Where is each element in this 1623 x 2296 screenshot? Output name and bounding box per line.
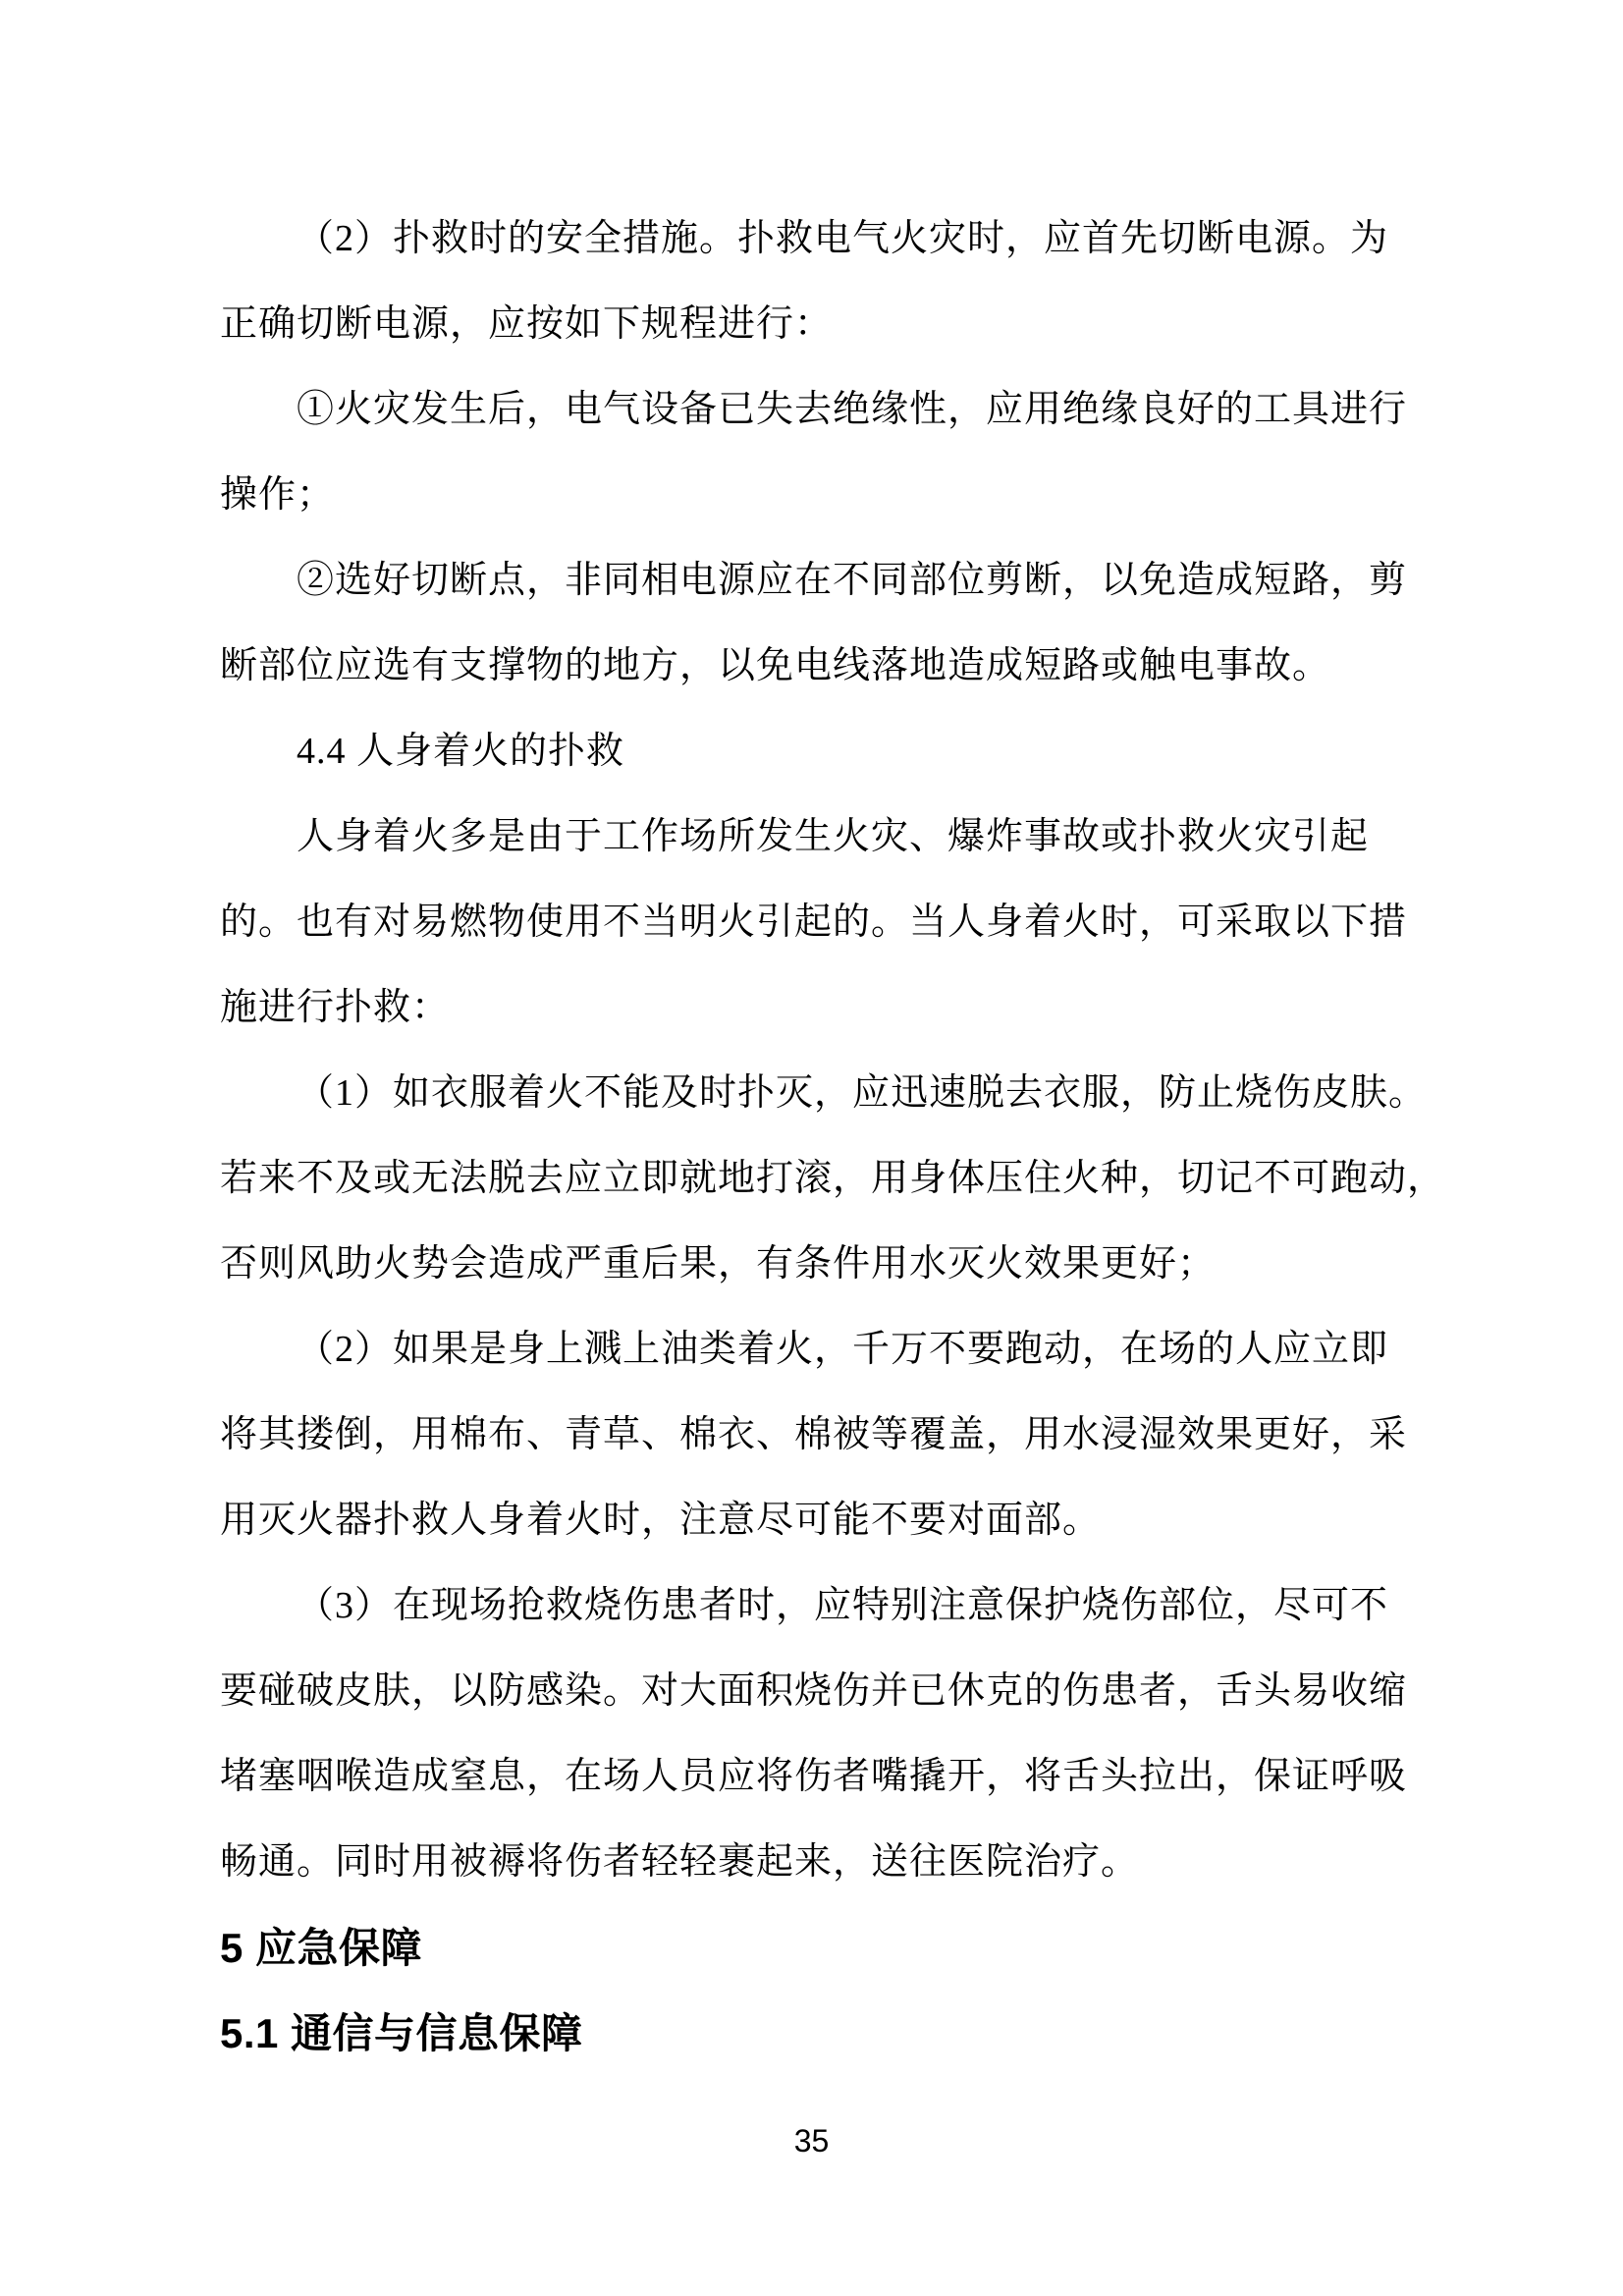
page-number: 35 — [793, 2123, 830, 2159]
paragraph-line: 堵塞咽喉造成窒息，在场人员应将伤者嘴撬开，将舌头拉出，保证呼吸 — [220, 1756, 1408, 1797]
paragraph-line: 操作； — [220, 474, 336, 516]
paragraph-line: 将其搂倒，用棉布、青草、棉衣、棉被等覆盖，用水浸湿效果更好，采 — [220, 1414, 1408, 1455]
paragraph-line: （1）如衣服着火不能及时扑灭，应迅速脱去衣服，防止烧伤皮肤。 — [297, 1072, 1428, 1114]
paragraph-line: 畅通。同时用被褥将伤者轻轻裹起来，送往医院治疗。 — [220, 1841, 1140, 1883]
paragraph-line: 的。也有对易燃物使用不当明火引起的。当人身着火时，可采取以下措 — [220, 902, 1408, 943]
section-heading-4-4: 4.4 人身着火的扑救 — [297, 731, 625, 772]
section-heading-5: 5 应急保障 — [220, 1925, 423, 1971]
paragraph-line: 用灭火器扑救人身着火时，注意尽可能不要对面部。 — [220, 1500, 1102, 1541]
paragraph-line: 正确切断电源，应按如下规程进行： — [220, 303, 834, 345]
paragraph-line: 断部位应选有支撑物的地方，以免电线落地造成短路或触电事故。 — [220, 645, 1331, 686]
paragraph-line: 人身着火多是由于工作场所发生火灾、爆炸事故或扑救火灾引起 — [297, 816, 1370, 857]
paragraph-line: 要碰破皮肤，以防感染。对大面积烧伤并已休克的伤患者，舌头易收缩 — [220, 1670, 1408, 1712]
section-heading-5-1: 5.1 通信与信息保障 — [220, 2010, 583, 2056]
paragraph-line: 施进行扑救： — [220, 987, 451, 1028]
paragraph-line: ①火灾发生后，电气设备已失去绝缘性，应用绝缘良好的工具进行 — [297, 389, 1408, 430]
paragraph-line: 若来不及或无法脱去应立即就地打滚，用身体压住火种，切记不可跑动， — [220, 1158, 1446, 1199]
paragraph-line: ②选好切断点，非同相电源应在不同部位剪断，以免造成短路，剪 — [297, 560, 1408, 601]
paragraph-line: （3）在现场抢救烧伤患者时，应特别注意保护烧伤部位，尽可不 — [297, 1585, 1389, 1626]
paragraph-line: 否则风助火势会造成严重后果，有条件用水灭火效果更好； — [220, 1243, 1217, 1285]
paragraph-line: （2）如果是身上溅上油类着火，千万不要跑动，在场的人应立即 — [297, 1329, 1389, 1370]
paragraph-line: （2）扑救时的安全措施。扑救电气火灾时，应首先切断电源。为 — [297, 218, 1389, 259]
document-body — [220, 196, 1446, 2076]
